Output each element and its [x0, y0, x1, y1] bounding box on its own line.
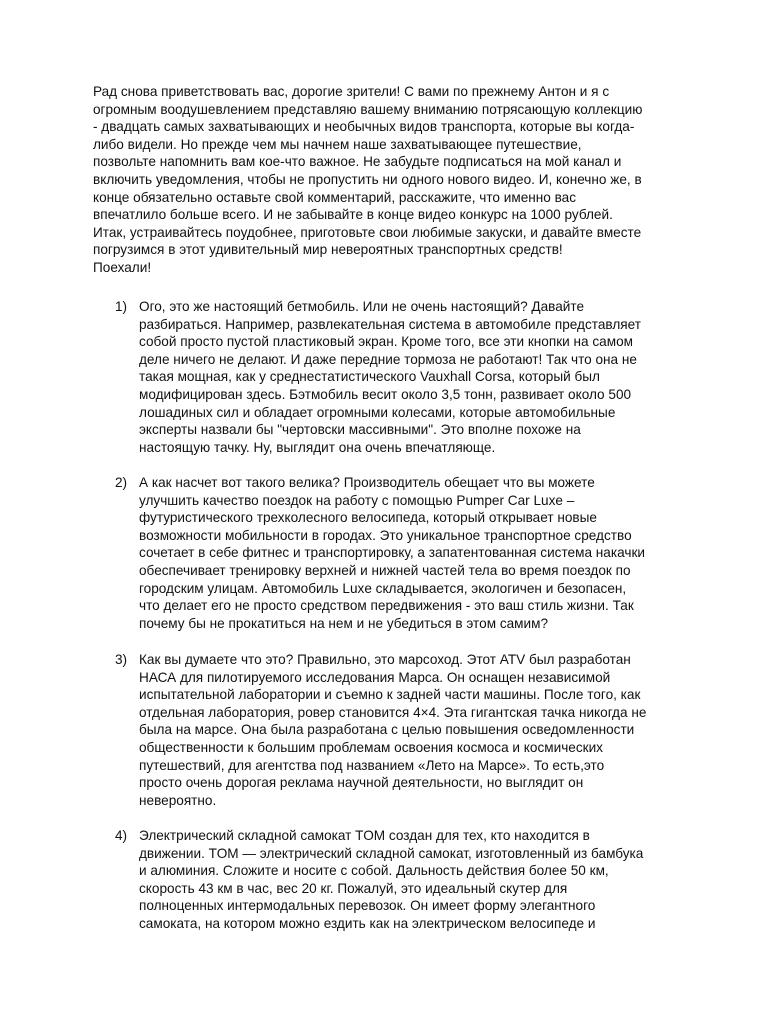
- intro-line: - двадцать самых захватывающих и необычных видов транспорта, которые вы когда-: [93, 119, 635, 135]
- intro-line: впечатлило больше всего. И не забывайте в конце видео конкурс на 1000 рублей.: [93, 207, 613, 223]
- item-line: настоящую тачку. Ну, выглядит она очень впечатляюще.: [139, 439, 496, 455]
- item-line: Электрический складной самокат TOM создан для тех, кто находится в: [139, 828, 590, 843]
- item-line: обеспечивает тренировку верхней и нижней частей тела во время поездок по: [139, 562, 631, 578]
- item-line: и алюминия. Сложите и носите с собой. Дальность действия более 50 км,: [139, 863, 609, 879]
- item-line: скорость 43 км в час, вес 20 кг. Пожалуй, это идеальный скутер для: [139, 880, 568, 896]
- list-item-number: 1): [115, 299, 128, 314]
- list-item-text: [139, 651, 679, 809]
- item-line: почему бы не прокатиться на нем и не убедиться в этом самим?: [139, 615, 549, 631]
- item-line: деле ничего не делают. И даже передние тормоза не работают! Так что она не: [139, 351, 637, 367]
- item-line: самоката, на котором можно ездить как на электрическом велосипеде и: [139, 915, 596, 931]
- item-line: улучшить качество поездок на работу с помощью Pumper Car Luxe –: [139, 492, 575, 508]
- intro-line: погрузимся в этот удивительный мир невероятных транспортных средств!: [93, 242, 563, 258]
- item-line: Как вы думаете что это? Правильно, это марсоход. Этот ATV был разработан: [139, 652, 631, 667]
- item-line: испытательной лаборатории и съемно к задней части машины. После того, как: [139, 687, 641, 703]
- item-line: невероятно.: [139, 792, 217, 808]
- item-line: путешествий, для агентства под названием «Лето на Марсе». То есть,это: [139, 757, 605, 773]
- item-line: движении. TOM — электрический складной самокат, изготовленный из бамбука: [139, 845, 644, 861]
- item-line: лошадиных сил и обладает огромными колесами, которые автомобильные: [139, 404, 616, 420]
- item-line: возможности мобильности в городах. Это уникальное транспортное средство: [139, 527, 632, 543]
- list-item-text: [139, 474, 679, 632]
- intro-line: Рад снова приветствовать вас, дорогие зрители! С вами по прежнему Антон и я с: [93, 84, 610, 99]
- intro-line: Поехали!: [93, 259, 152, 275]
- item-line: что делает его не просто средством передвижения - это ваш стиль жизни. Так: [139, 598, 634, 614]
- intro-line: позвольте напомнить вам кое-что важное. Не забудьте подписаться на мой канал и: [93, 154, 622, 170]
- list-item-text: [139, 827, 679, 933]
- item-line: общественности к большим проблемам освоения космоса и космических: [139, 739, 603, 755]
- item-line: была на марсе. Она была разработана с целью повышения осведомленности: [139, 722, 635, 738]
- item-line: разбираться. Например, развлекательная система в автомобиле представляет: [139, 316, 641, 332]
- intro-line: конце обязательно оставьте свой комментарий, расскажите, что именно вас: [93, 189, 577, 205]
- item-line: модифицирован здесь. Бэтмобиль весит около 3,5 тонн, развивает около 500: [139, 386, 632, 402]
- intro-line: огромным воодушевлением представляю вашему вниманию потрясающую коллекцию: [93, 101, 643, 117]
- item-line: Ого, это же настоящий бетмобиль. Или не очень настоящий? Давайте: [139, 299, 585, 314]
- list-item-number: 3): [115, 652, 128, 667]
- intro-line: включить уведомления, чтобы не пропустить ни одного нового видео. И, конечно же, в: [93, 171, 642, 187]
- list-item-number: 2): [115, 475, 128, 490]
- item-line: собой просто пустой пластиковый экран. Кроме того, все эти кнопки на самом: [139, 334, 633, 350]
- item-line: просто очень дорогая реклама научной деятельности, но выглядит он: [139, 775, 584, 791]
- intro-paragraph: [93, 83, 683, 277]
- item-line: сочетает в себе фитнес и транспортировку, а запатентованная система накачки: [139, 545, 645, 561]
- item-line: футуристического трехколесного велосипеда, который открывает новые: [139, 510, 597, 526]
- intro-line: либо видели. Но прежде чем мы начнем наше захватывающее путешествие,: [93, 136, 582, 152]
- item-line: эксперты назвали бы "чертовски массивными". Это вполне похоже на: [139, 422, 581, 438]
- item-line: полноценных интермодальных перевозок. Он имеет форму элегантного: [139, 898, 596, 914]
- list-item-text: [139, 298, 679, 456]
- item-line: городским улицам. Автомобиль Luxe складывается, экологичен и безопасен,: [139, 580, 627, 596]
- intro-line: Итак, устраивайтесь поудобнее, приготовьте свои любимые закуски, и давайте вместе: [93, 224, 642, 240]
- list-item-number: 4): [115, 828, 128, 843]
- item-line: такая мощная, как у среднестатистического Vauxhall Corsa, который был: [139, 369, 600, 385]
- item-line: А как насчет вот такого велика? Производитель обещает что вы можете: [139, 475, 595, 490]
- item-line: отдельная лаборатория, ровер становится 4×4. Эта гигантская тачка никогда не: [139, 704, 647, 720]
- item-line: НАСА для пилотируемого исследования Марса. Он оснащен независимой: [139, 669, 611, 685]
